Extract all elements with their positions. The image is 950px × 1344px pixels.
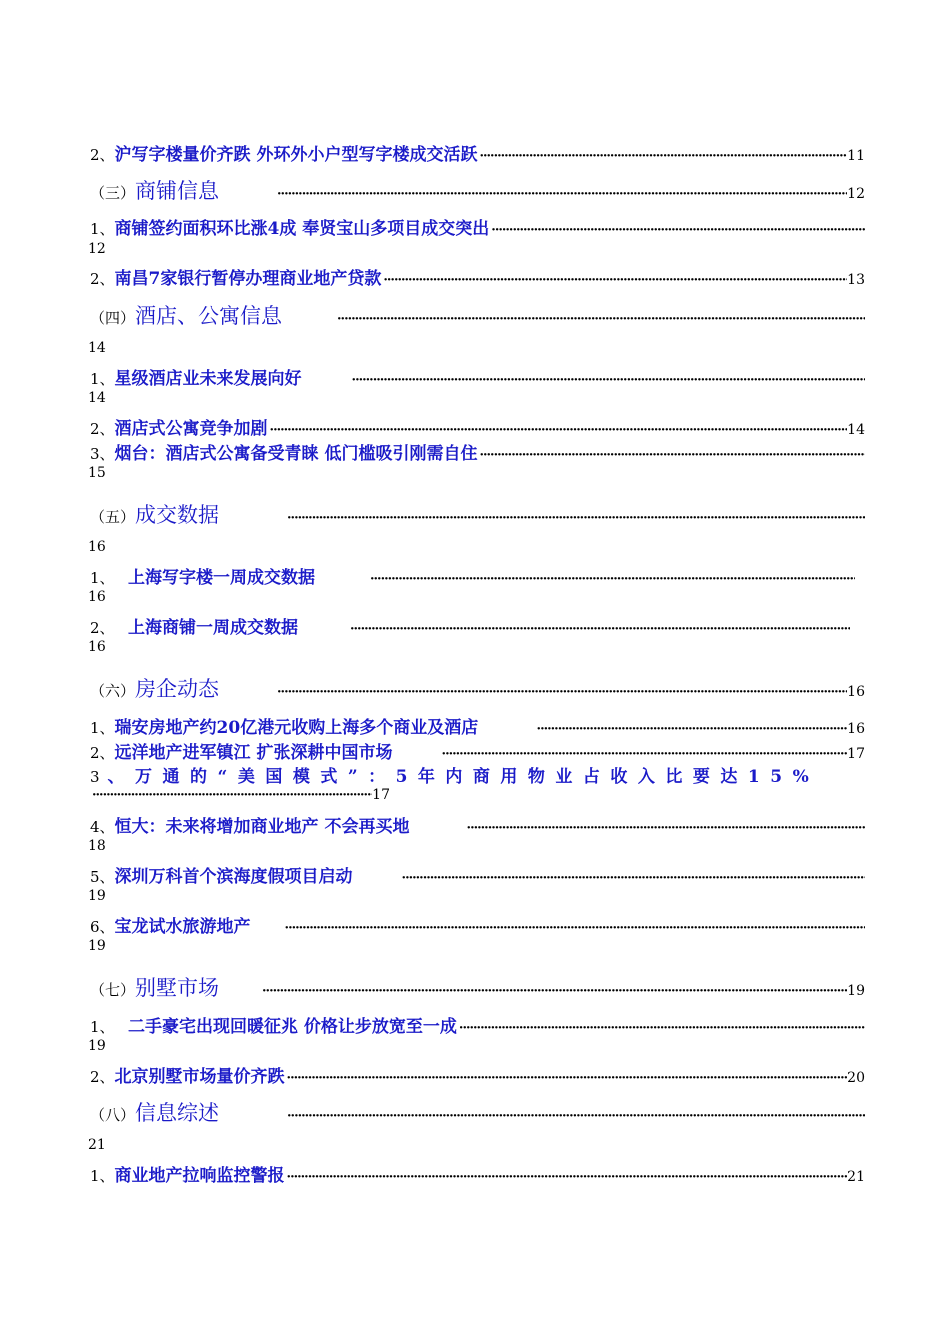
toc-entry-title[interactable]: 烟台：酒店式公寓备受青睐 低门槛吸引刚需自住 [114,444,478,464]
leader-dots [467,821,865,836]
toc-entry-title[interactable]: 北京别墅市场量价齐跌 [114,1067,285,1087]
toc-entry-page: 16 [88,539,106,555]
toc-entry-title[interactable]: 南昌7家银行暂停办理商业地产贷款 [114,269,382,289]
toc-entry-number: 3、 [90,445,115,463]
toc-section-title[interactable]: 成交数据 [135,503,220,527]
toc-section-number: （七） [90,981,136,999]
toc-entry-title[interactable]: 瑞安房地产约20亿港元收购上海多个商业及酒店 [114,718,479,738]
toc-entry-title[interactable]: 星级酒店业未来发展向好 [114,369,302,389]
toc-entry[interactable] [90,214,865,239]
toc-entry[interactable] [90,1161,865,1186]
leader-dots [479,448,865,463]
toc-section[interactable] [90,175,865,205]
toc-entry-page: 16 [88,589,106,605]
toc-entry-page: 12 [88,241,106,257]
toc-section-title[interactable]: 房企动态 [135,677,220,701]
toc-entry-page: 19 [88,1038,106,1054]
toc-entry-title[interactable]: 远洋地产进军镇江 扩张深耕中国市场 [114,743,393,763]
toc-entry-page: 11 [847,148,865,164]
toc-entry-page: 16 [847,721,865,737]
leader-dots [352,373,865,388]
toc-entry-number: 6、 [90,918,115,936]
toc-entry-page: 20 [847,1070,865,1086]
leader-dots [491,223,865,238]
toc-entry[interactable] [90,713,865,738]
toc-entry-page: 19 [88,888,106,904]
toc-section-title[interactable]: 信息综述 [135,1101,220,1125]
leader-dots [285,921,865,936]
toc-entry-number: 1、 [90,719,115,737]
toc-section[interactable] [90,673,865,703]
toc-entry[interactable] [90,1012,865,1037]
toc-entry-page: 14 [88,390,106,406]
toc-entry-title[interactable]: 上海商铺一周成交数据 [128,618,298,638]
toc-entry-number: 3 [90,768,100,786]
leader-dots [92,788,372,803]
toc-entry[interactable] [90,762,865,803]
toc-entry-title[interactable]: 商铺签约面积环比涨4成 奉贤宝山多项目成交突出 [114,219,490,239]
toc-entry-number: 1、 [90,220,115,238]
toc-entry[interactable] [90,812,865,837]
toc-entry-number: 2、 [90,146,115,164]
toc-entry-page: 21 [847,1169,865,1185]
leader-dots [287,1109,865,1124]
toc-entry[interactable] [90,563,855,588]
toc-entry-number: 1、 [90,569,115,587]
toc-entry-number: 2、 [90,619,115,637]
toc-section-number: （四） [90,309,136,327]
toc-entry-title[interactable]: 酒店式公寓竞争加剧 [114,419,268,439]
toc-entry[interactable] [90,912,865,937]
toc-entry[interactable] [90,738,865,763]
toc-entry-title[interactable]: 恒大：未来将增加商业地产 不会再买地 [114,817,410,837]
toc-entry[interactable] [90,439,865,464]
toc-section[interactable] [90,1097,865,1127]
toc-section-number: （六） [90,682,136,700]
toc-entry-page: 13 [847,272,865,288]
toc-entry-number: 1、 [90,1167,115,1185]
toc-entry[interactable] [90,264,865,289]
toc-section-number: （五） [90,508,136,526]
toc-entry-page: 16 [88,639,106,655]
toc-entry-title[interactable]: 深圳万科首个滨海度假项目启动 [114,867,353,887]
leader-dots [287,1170,848,1185]
toc-entry-title[interactable]: 二手豪宅出现回暖征兆 价格让步放宽至一成 [128,1017,457,1037]
toc-entry-title[interactable]: 上海写字楼一周成交数据 [128,568,315,588]
leader-dots [270,423,848,438]
toc-entry-page: 16 [847,684,865,700]
leader-dots [350,622,850,637]
toc-entry-page: 17 [372,787,390,803]
toc-entry[interactable] [90,613,850,638]
toc-entry-page: 17 [847,746,865,762]
toc-entry-page: 18 [88,838,106,854]
toc-entry-title[interactable]: 宝龙试水旅游地产 [114,917,251,937]
toc-section-title[interactable]: 商铺信息 [135,179,220,203]
toc-section[interactable] [90,972,865,1002]
leader-dots [459,1021,865,1036]
toc-entry-page: 12 [847,186,865,202]
toc-entry-number: 1、 [90,370,115,388]
toc-entry-page: 21 [88,1137,106,1153]
toc-entry-number: 2、 [90,1068,115,1086]
toc-entry-number: 5、 [90,868,115,886]
toc-entry-page: 14 [88,340,106,356]
toc-entry-title[interactable]: 、万通的“美国模式”：5年内商用物业占收入比要达15% [107,767,820,787]
toc-section[interactable] [90,300,865,330]
toc-section[interactable] [90,499,865,529]
toc-entry-number: 2、 [90,744,115,762]
toc-entry[interactable] [90,414,865,439]
toc-entry-title[interactable]: 商业地产拉响监控警报 [114,1166,285,1186]
leader-dots [442,747,848,762]
leader-dots [337,312,865,327]
leader-dots [287,511,865,526]
toc-section-number: （三） [90,184,136,202]
toc-entry[interactable] [90,140,865,165]
toc-section-title[interactable]: 酒店、公寓信息 [135,304,283,328]
toc-entry[interactable] [90,862,865,887]
leader-dots [262,984,847,999]
toc-entry-page: 19 [88,938,106,954]
toc-entry-number: 2、 [90,270,115,288]
toc-entry-number: 4、 [90,818,115,836]
toc-entry-title[interactable]: 沪写字楼量价齐跌 外环外小户型写字楼成交活跃 [114,145,478,165]
toc-entry-number: 2、 [90,420,115,438]
leader-dots [537,722,848,737]
toc-entry-page: 19 [847,983,865,999]
leader-dots [277,187,847,202]
leader-dots [370,572,855,587]
leader-dots [479,149,847,164]
leader-dots [287,1071,848,1086]
leader-dots [402,871,865,886]
toc-entry[interactable] [90,1062,865,1087]
toc-entry-page: 14 [847,422,865,438]
leader-dots [277,685,847,700]
toc-entry-number: 1、 [90,1018,115,1036]
toc-entry[interactable] [90,364,865,389]
toc-section-number: （八） [90,1106,136,1124]
toc-entry-page: 15 [88,465,106,481]
toc-section-title[interactable]: 别墅市场 [135,976,220,1000]
leader-dots [383,273,847,288]
